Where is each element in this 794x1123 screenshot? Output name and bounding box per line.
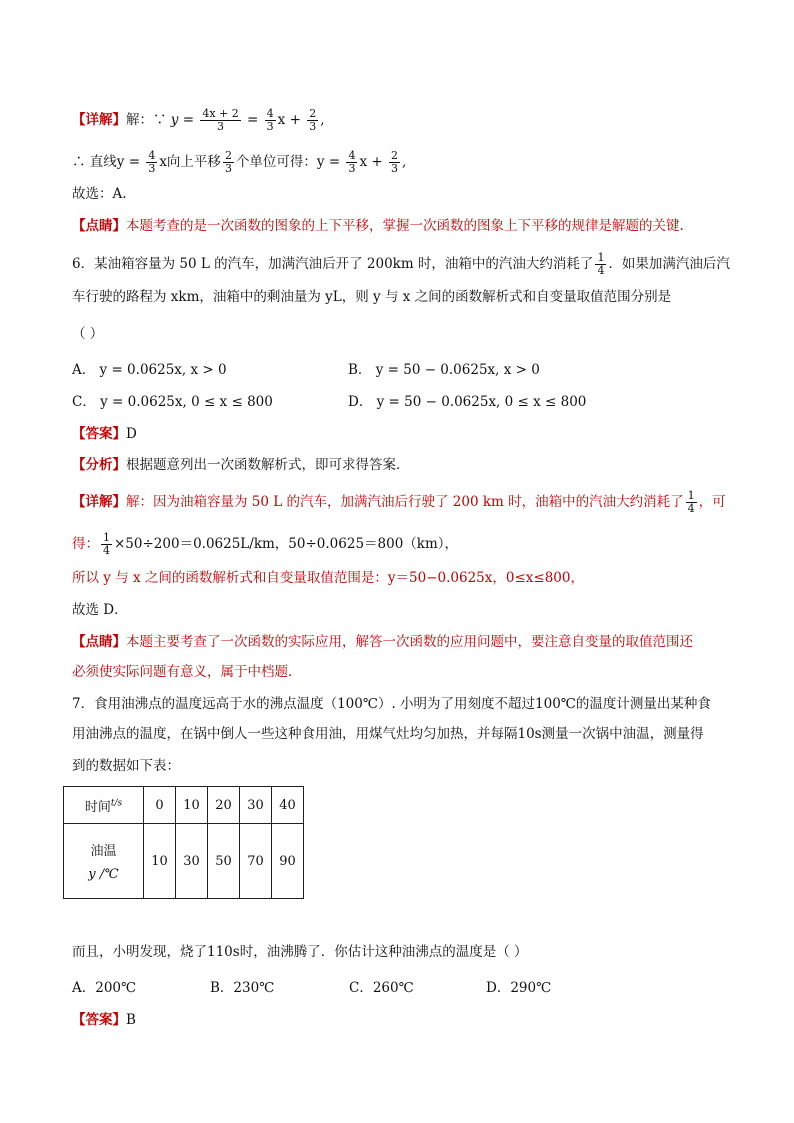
q6-comment-line2: 必须使实际问题有意义，属于中档题． [72, 664, 302, 680]
q7-option-d: D．290℃ [486, 980, 552, 996]
q6-detail-line3: 所以 y 与 x 之间的函数解析式和自变量取值范围是：y＝50−0.0625x，0≤x≤800， [72, 570, 584, 586]
q7-option-a: A．200℃ [72, 980, 137, 996]
q6-option-c: C． y = 0.0625x, 0 ≤ x ≤ 800 [72, 394, 273, 410]
q6-option-a: A． y = 0.0625x, x > 0 [72, 362, 227, 378]
fraction: $\frac{4}{3}$ [266, 107, 274, 133]
table-cell: 30 [240, 787, 272, 824]
q5-detail: 【详解】解：∵ y = $\frac{4x + 2}{3}$ = $\frac{4}{3}$ x + $\frac{2}{3}$ , [72, 107, 325, 133]
fraction: $\frac{2}{3}$ [309, 107, 317, 133]
table-cell: 0 [144, 787, 176, 824]
q5-detail-line2: ∴ 直线y = $\frac{4}{3}$ x向上平移 $\frac{2}{3}$ 个单位可得：y = $\frac{4}{3}$ x + $\frac{2}{3}$ , [72, 149, 407, 175]
table-cell: 50 [208, 824, 240, 899]
q6-stem: 6．某油箱容量为 50 L 的汽车，加满汽油后开了 200km 时，油箱中的汽油大约消耗了 $\frac{1}{4}$ ．如果加满汽油后汽 [72, 251, 730, 277]
table-cell: 20 [208, 787, 240, 824]
table-header-temperature: 油温 y /℃ [64, 824, 144, 899]
table-row [64, 824, 304, 899]
table-row [64, 787, 304, 824]
table-cell: 90 [272, 824, 304, 899]
q6-stem-line2: 车行驶的路程为 xkm，油箱中的剩油量为 yL，则 y 与 x 之间的函数解析式和自变量取值范围分别是 [72, 289, 672, 305]
q6-detail: 【详解】解：因为油箱容量为 50 L 的汽车，加满汽油后行驶了 200 km 时，油箱中的汽油大约消耗了 $\frac{1}{4}$ ，可 [72, 489, 726, 515]
table-cell: 10 [144, 824, 176, 899]
q6-comment: 【点睛】本题主要考查了一次函数的实际应用，解答一次函数的应用问题中，要注意自变量的取值范围还 [72, 634, 693, 650]
table-cell: 70 [240, 824, 272, 899]
fraction: $\frac{1}{4}$ [597, 251, 605, 277]
q6-choose: 故选 D． [72, 602, 128, 618]
fraction: $\frac{4}{3}$ [348, 149, 356, 175]
q6-blank: （ ） [72, 326, 104, 342]
table-cell: 40 [272, 787, 304, 824]
q7-option-c: C．260℃ [349, 980, 414, 996]
table-cell: 30 [176, 824, 208, 899]
fraction: $\frac{1}{4}$ [687, 489, 695, 515]
q5-choose: 故选：A. [72, 186, 127, 202]
q7-answer: 【答案】B [72, 1012, 136, 1028]
q6-option-d: D． y = 50 − 0.0625x, 0 ≤ x ≤ 800 [348, 394, 587, 410]
q7-stem-2: 用油沸点的温度，在锅中倒人一些这种食用油，用煤气灶均匀加热，并每隔10s测量一次锅中油温，测量得 [72, 726, 704, 742]
q6-option-b: B． y = 50 − 0.0625x, x > 0 [348, 362, 540, 378]
q7-stem-1: 7．食用油沸点的温度远高于水的沸点温度（100℃）. 小明为了用刻度不超过100℃的温度计测量出某种食 [72, 696, 711, 712]
q6-answer: 【答案】D [72, 426, 137, 442]
q5-comment: 【点睛】本题考查的是一次函数的图象的上下平移，掌握一次函数的图象上下平移的规律是解题的关键. [72, 218, 684, 234]
detail-tag: 【详解】 [72, 112, 126, 128]
fraction: $\frac{2}{3}$ [390, 149, 398, 175]
q7-option-b: B．230℃ [210, 980, 275, 996]
q7-after: 而且，小明发现，烧了110s时，油沸腾了．你估计这种油沸点的温度是（ ） [72, 944, 528, 960]
data-table [63, 786, 304, 899]
q6-detail-line2: 得： $\frac{1}{4}$ ×50÷200＝0.0625L/km，50÷0.0625＝800（km）， [72, 531, 459, 557]
q6-analysis: 【分析】根据题意列出一次函数解析式，即可求得答案． [72, 457, 410, 473]
fraction: $\frac{1}{4}$ [103, 531, 110, 557]
q7-stem-3: 到的数据如下表： [72, 758, 180, 774]
fraction: $\frac{4}{3}$ [148, 149, 156, 175]
fraction: $\frac{4x + 2}{3}$ [202, 107, 239, 133]
table-header-time: 时间$^{t/s}$ [64, 787, 144, 824]
fraction: $\frac{2}{3}$ [224, 149, 232, 175]
table-cell: 10 [176, 787, 208, 824]
